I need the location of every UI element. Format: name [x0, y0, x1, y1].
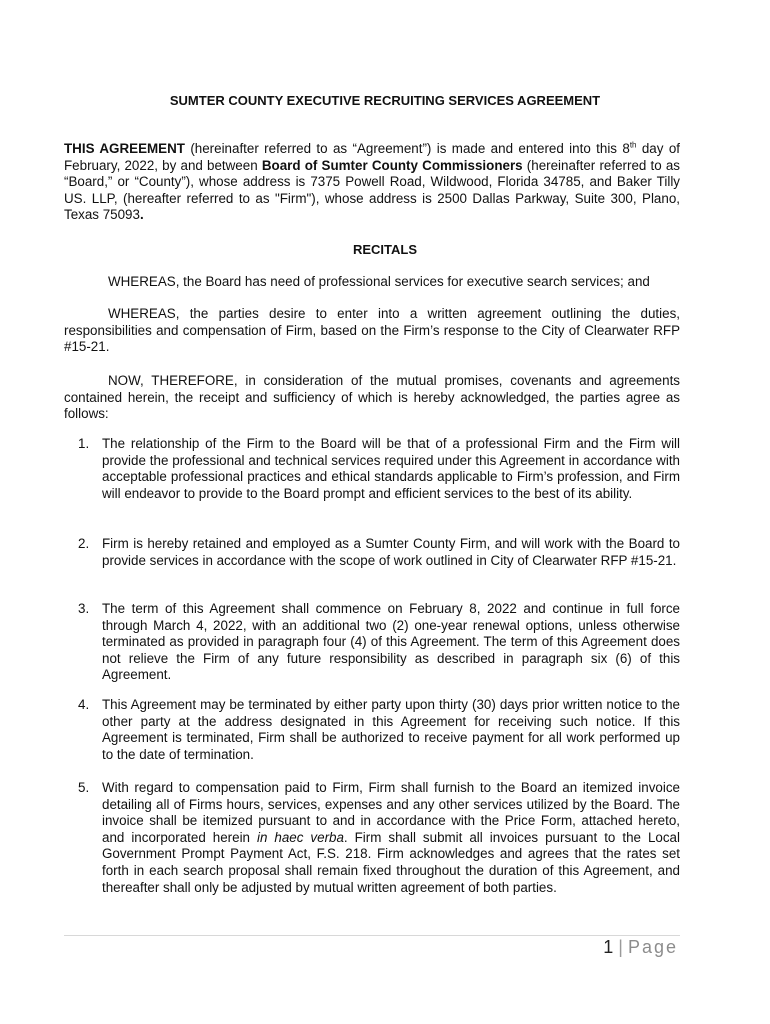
whereas-paragraph-2: WHEREAS, the parties desire to enter into a written agreement outlining the duties, responsibilities and compensation of Firm, based on the Firm’s response to the City of Clearwater RFP #15-21. — [64, 306, 680, 355]
intro-text-2: day of February, 2022, by and between — [64, 141, 680, 173]
list-item-text: The relationship of the Firm to the Board will be that of a professional Firm and the Firm will provide the professional and technical services required under this Agreement in accordance with acceptable professional practices and ethical standards applicable to Firm’s profession, and Firm will endeavor to provide to the Board prompt and efficient services to the best of its ability. — [102, 436, 680, 501]
intro-board-name: Board of Sumter County Commissioners — [261, 157, 523, 173]
intro-text-3: (hereinafter referred to as “Board,” or “County”), whose address is 7375 Powell Road, Wildwood, Florida 34785, and Baker Tilly US. LLP, (hereafter referred to as "Firm"), whose address is 2500 Dallas Parkway, Suite 300, Plano, Texas 75093 — [64, 157, 681, 223]
item-5-latin-phrase: in haec verba — [256, 829, 344, 845]
intro-text-1: (hereinafter referred to as “Agreement”) is made and entered into this 8 — [184, 141, 630, 156]
intro-lead: THIS AGREEMENT — [64, 141, 185, 156]
recitals-heading: RECITALS — [352, 242, 418, 257]
footer-divider — [64, 935, 680, 936]
list-item — [78, 436, 680, 502]
page-footer — [603, 936, 678, 958]
list-item — [78, 697, 680, 763]
list-item-number: 5. — [78, 780, 90, 795]
list-item-number: 3. — [78, 601, 90, 616]
list-item-text — [102, 780, 680, 896]
now-therefore-paragraph: NOW, THEREFORE, in consideration of the mutual promises, covenants and agreements contained herein, the receipt and sufficiency of which is hereby acknowledged, the parties agree as follows: — [64, 373, 680, 422]
whereas-paragraph-1: WHEREAS, the Board has need of professional services for executive search services; and — [108, 274, 650, 289]
list-item-text: This Agreement may be terminated by either party upon thirty (30) days prior written notice to the other party at the address designated in this Agreement for receiving such notice. If this Agreement is terminated, Firm shall be authorized to receive payment for all work performed up to the date of termination. — [102, 697, 680, 762]
list-item-number: 4. — [78, 697, 90, 712]
intro-end: . — [139, 207, 144, 223]
item-5-text-2: . Firm shall submit all invoices pursuant to the Local Government Prompt Payment Act, F.S. 218. Firm acknowledges and agrees that the rates set forth in each search proposal shall remain fixed throughout the duration of this Agreement, and thereafter shall only be adjusted by mutual written agreement of both parties. — [102, 829, 680, 895]
intro-ordinal: th — [629, 140, 637, 150]
intro-paragraph — [64, 141, 680, 224]
page-number: 1 — [603, 937, 614, 957]
list-item — [78, 780, 680, 896]
item-5-text-1: With regard to compensation paid to Firm, Firm shall furnish to the Board an itemized invoice detailing all of Firms hours, services, expenses and any other services utilized by the Board. The invoice shall be itemized pursuant to and in accordance with the Price Form, attached hereto, and incorporated herein — [102, 780, 680, 845]
list-item — [78, 601, 680, 684]
list-item — [78, 536, 680, 569]
list-item-text: Firm is hereby retained and employed as a Sumter County Firm, and will work with the Board to provide services in accordance with the scope of work outlined in City of Clearwater RFP #15-21. — [102, 536, 680, 568]
page-label: Page — [627, 937, 678, 957]
list-item-number: 2. — [78, 536, 90, 551]
document-title: SUMTER COUNTY EXECUTIVE RECRUITING SERVICES AGREEMENT — [169, 93, 601, 108]
list-item-number: 1. — [78, 436, 90, 451]
list-item-text: The term of this Agreement shall commence on February 8, 2022 and continue in full force through March 4, 2022, with an additional two (2) one-year renewal options, unless otherwise terminated as provided in paragraph four (4) of this Agreement. The term of this Agreement does not relieve the Firm of any future responsibility as described in paragraph six (6) of this Agreement. — [102, 601, 680, 683]
page-separator: | — [618, 937, 623, 957]
